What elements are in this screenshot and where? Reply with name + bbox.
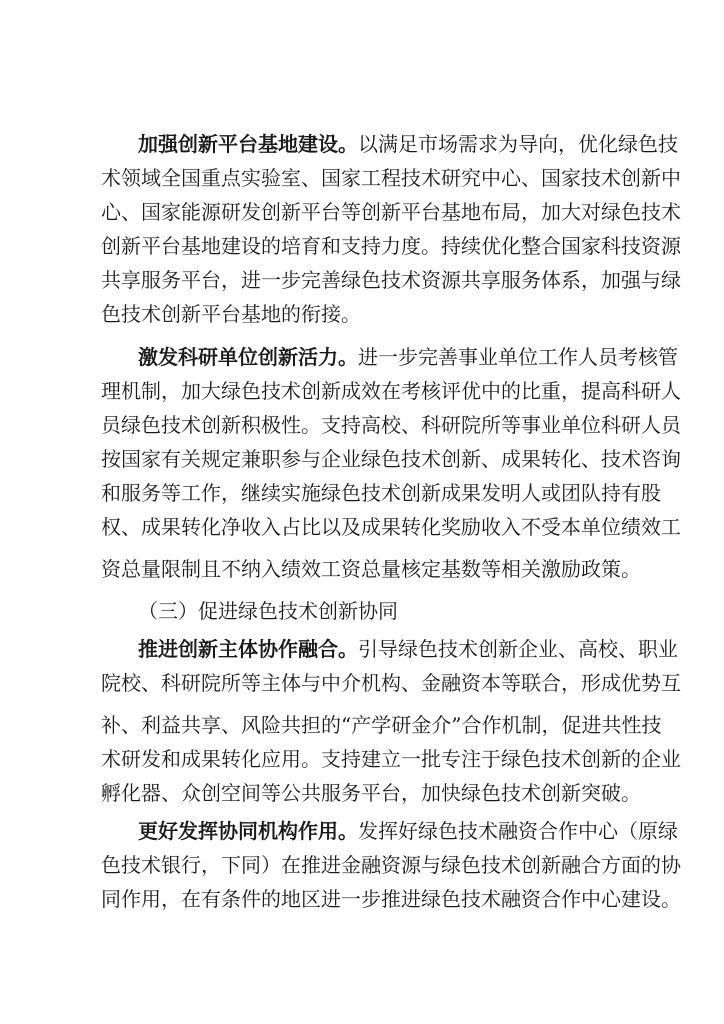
paragraph-4-line-1	[138, 814, 678, 848]
paragraph-2-line-7: 资总量限制且不纳入绩效工资总量核定基数等相关激励政策。	[101, 557, 641, 581]
paragraph-1-text: 以满足市场需求为导向，优化绿色技	[358, 132, 678, 156]
paragraph-3-line-5: 孵化器、众创空间等公共服务平台，加快绿色技术创新突破。	[101, 781, 641, 805]
paragraph-2-line-2: 理机制，加大绿色技术创新成效在考核评优中的比重，提高科研人	[101, 379, 681, 403]
paragraph-3-text: 引导绿色技术创新企业、高校、职业	[358, 637, 678, 661]
paragraph-3-line-4: 术研发和成果转化应用。支持建立一批专注于绿色技术创新的企业	[101, 747, 681, 771]
paragraph-1-line-4: 创新平台基地建设的培育和支持力度。持续优化整合国家科技资源	[101, 234, 681, 258]
paragraph-3-line-3: 补、利益共享、风险共担的“产学研金介”合作机制，促进共性技	[101, 713, 662, 737]
paragraph-1-line-1	[138, 127, 678, 161]
section-heading: （三）促进绿色技术创新协同	[138, 599, 398, 623]
paragraph-3-line-2: 院校、科研院所等主体与中介机构、金融资本等联合，形成优势互	[101, 671, 681, 695]
paragraph-4-lead: 更好发挥协同机构作用。	[138, 819, 358, 843]
paragraph-1-line-3: 心、国家能源研发创新平台等创新平台基地布局，加大对绿色技术	[101, 200, 681, 224]
paragraph-2-line-6: 权、成果转化净收入占比以及成果转化奖励收入不受本单位绩效工	[101, 515, 681, 539]
paragraph-2-line-4: 按国家有关规定兼职参与企业绿色技术创新、成果转化、技术咨询	[101, 447, 681, 471]
paragraph-1-line-6: 色技术创新平台基地的衔接。	[101, 302, 361, 326]
paragraph-1-lead: 加强创新平台基地建设。	[138, 132, 358, 156]
paragraph-4-line-3: 同作用，在有条件的地区进一步推进绿色技术融资合作中心建设。	[101, 887, 681, 911]
paragraph-1-line-5: 共享服务平台，进一步完善绿色技术资源共享服务体系，加强与绿	[101, 268, 681, 292]
paragraph-1-line-2: 术领域全国重点实验室、国家工程技术研究中心、国家技术创新中	[101, 166, 681, 190]
paragraph-4-text: 发挥好绿色技术融资合作中心（原绿	[358, 819, 678, 843]
paragraph-2-line-3: 员绿色技术创新积极性。支持高校、科研院所等事业单位科研人员	[101, 413, 681, 437]
paragraph-3-lead: 推进创新主体协作融合。	[138, 637, 358, 661]
paragraph-2-text: 进一步完善事业单位工作人员考核管	[358, 345, 678, 369]
paragraph-2-line-1	[138, 340, 678, 374]
paragraph-4-line-2: 色技术银行，下同）在推进金融资源与绿色技术创新融合方面的协	[101, 853, 681, 877]
paragraph-3-line-1	[138, 632, 678, 666]
paragraph-2-line-5: 和服务等工作，继续实施绿色技术创新成果发明人或团队持有股	[101, 481, 661, 505]
paragraph-2-lead: 激发科研单位创新活力。	[138, 345, 358, 369]
